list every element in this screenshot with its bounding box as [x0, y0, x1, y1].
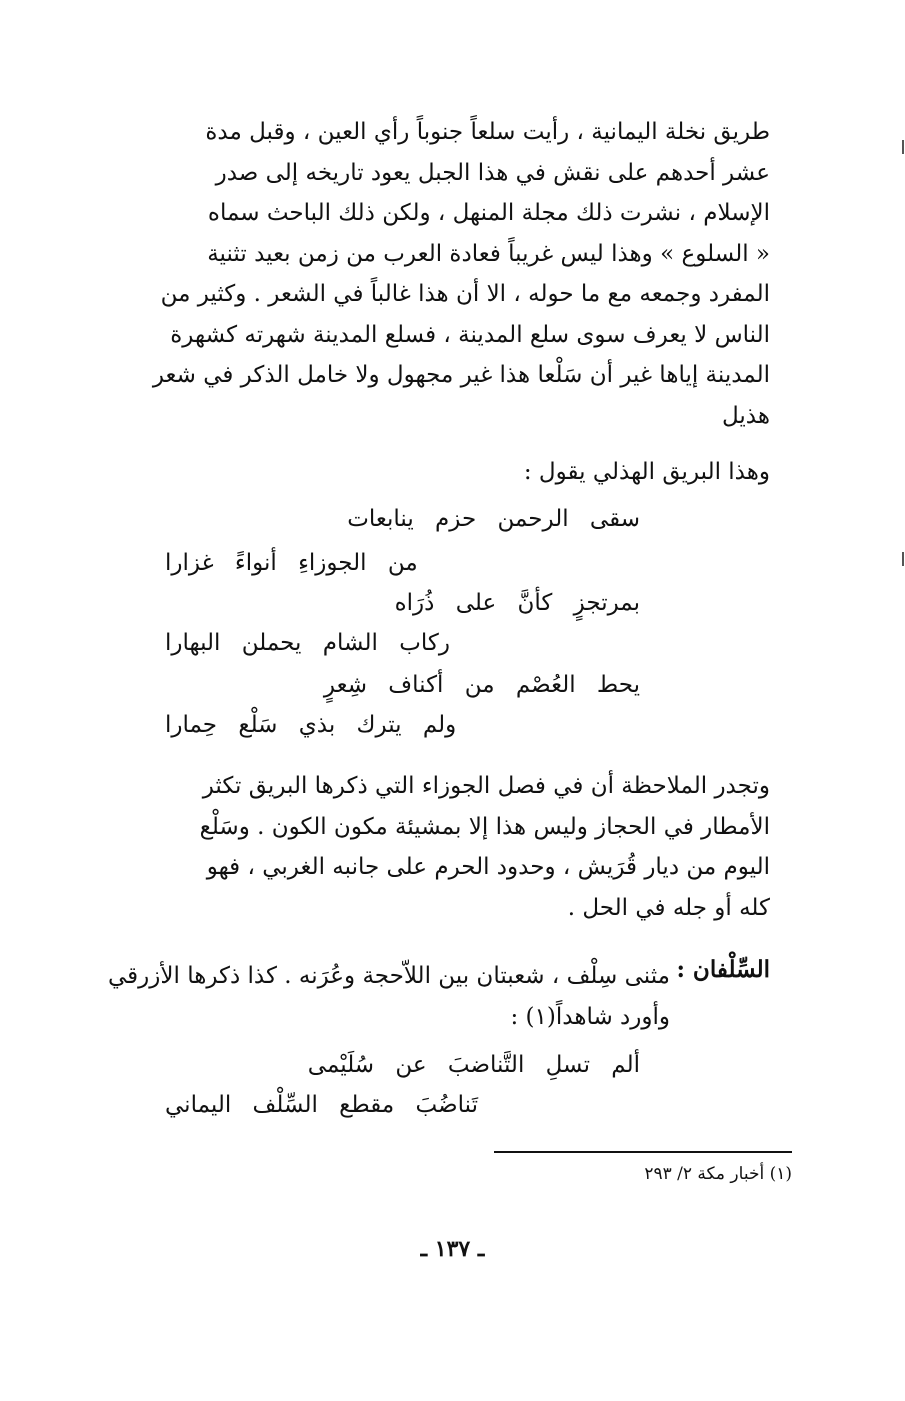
- entry-term-silfan: السِّلْفان :: [676, 956, 770, 983]
- paragraph-salaa-description: [152, 112, 770, 436]
- text-line: هذيل: [721, 402, 770, 429]
- text-line: اليوم من ديار قُرَيش ، وحدود الحرم على جانبه الغربي ، فهو: [206, 854, 770, 880]
- verse-hemistich: سقى الرحمن حزم ينابعات: [347, 506, 640, 532]
- text-line: المفرد وجمعه مع ما حوله ، الا أن هذا غالباً في الشعر . وكثير من: [160, 281, 770, 307]
- verse-hemistich: ألم تسلِ التَّناضبَ عن سُلَيْمى: [307, 1052, 640, 1078]
- margin-mark: [902, 140, 904, 154]
- text-line: المدينة إياها غير أن سَلْعا هذا غير مجهول ولا خامل الذكر في شعر: [152, 362, 770, 388]
- text-line: الناس لا يعرف سوى سلع المدينة ، فسلع المدينة شهرته كشهرة: [170, 321, 770, 348]
- verse-hemistich: تَناضُبَ مقطع السِّلْف اليماني: [165, 1092, 479, 1118]
- text-line: « السلوع » وهذا ليس غريباً فعادة العرب من زمن بعيد تثنية: [207, 240, 770, 267]
- footnote: (١) أخبار مكة ٢/ ٢٩٣: [644, 1164, 792, 1184]
- verse-hemistich: بمرتجزٍ كأنَّ على ذُرَاه: [394, 590, 640, 616]
- text-line: كله أو جله في الحل .: [567, 894, 770, 921]
- text-line: مثنى سِلْف ، شعبتان بين اللاّحجة وعُرَنه . كذا ذكرها الأزرقي: [108, 963, 670, 989]
- text-line: وهذا البريق الهذلي يقول :: [523, 459, 770, 485]
- text-line: الإسلام ، نشرت ذلك مجلة المنهل ، ولكن ذلك الباحث سماه: [207, 200, 770, 226]
- paragraph-poem-intro: [235, 452, 770, 493]
- entry-definition: [108, 956, 670, 1037]
- text-line: الأمطار في الحجاز وليس هذا إلا بمشيئة مكون الكون . وسَلْع: [199, 813, 770, 840]
- verse-hemistich: من الجوزاءِ أنواءً غزارا: [165, 550, 418, 576]
- page-number: ـ ١٣٧ ـ: [420, 1236, 485, 1262]
- text-line: طريق نخلة اليمانية ، رأيت سلعاً جنوباً رأي العين ، وقبل مدة: [205, 119, 770, 145]
- text-line: عشر أحدهم على نقش في هذا الجبل يعود تاريخه إلى صدر: [215, 159, 770, 186]
- text-line: وتجدر الملاحظة أن في فصل الجوزاء التي ذكرها البريق تكثر: [202, 773, 770, 799]
- footnote-divider: [494, 1151, 792, 1153]
- text-line: وأورد شاهداً(١) :: [510, 1003, 670, 1030]
- verse-hemistich: ولم يترك بذي سَلْع حِمارا: [165, 712, 457, 738]
- verse-hemistich: يحط العُصْم من أكناف شِعرٍ: [323, 672, 640, 698]
- verse-hemistich: ركاب الشام يحملن البهارا: [165, 630, 450, 656]
- paragraph-jawza-note: [199, 766, 770, 928]
- margin-mark: [902, 552, 904, 566]
